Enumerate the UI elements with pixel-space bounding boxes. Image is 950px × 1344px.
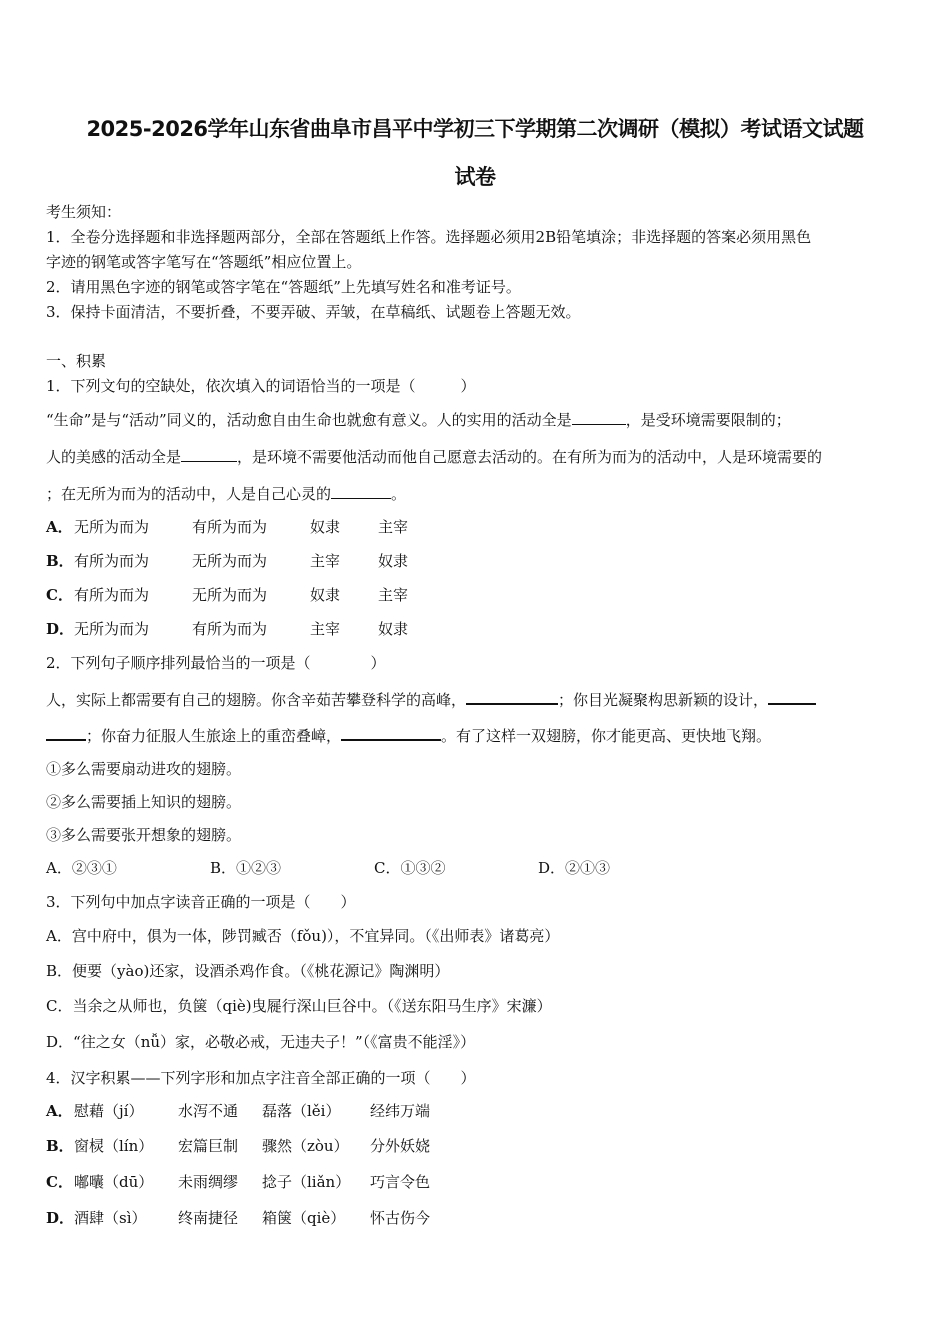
answer-blank: [331, 484, 391, 499]
question-2-sentence: ③多么需要张开想象的翅膀。: [46, 826, 242, 844]
question-1-stem: 1．下列文句的空缺处，依次填入的词语恰当的一项是（ ）: [46, 377, 476, 395]
option-row: D．无所为而为 有所为而为 主宰 奴隶: [46, 620, 409, 638]
question-2-passage-line: 人，实际上都需要有自己的翅膀。你含辛茹苦攀登科学的高峰， ；你目光凝聚构思新颖的设计，: [46, 689, 816, 710]
notice-item: 2．请用黑色字迹的钢笔或答字笔在“答题纸”上先填写姓名和准考证号。: [46, 278, 521, 296]
option-row: B．便要（yào)还家，设酒杀鸡作食。（《桃花源记》陶渊明）: [46, 962, 450, 980]
option-row: D．酒肆（sì） 终南捷径 箱箧（qiè） 怀古伤今: [46, 1209, 431, 1227]
question-1-passage-line: 人的美感的活动全是 ，是环境不需要他活动而他自己愿意去活动的。在有所为而为的活动中，人是环境需要的: [46, 448, 823, 466]
option-row: A．宫中府中，俱为一体，陟罚臧否（fǒu)），不宜异同。（《出师表》诸葛亮）: [46, 927, 560, 945]
option-row: B．窗棂（lín） 宏篇巨制 骤然（zòu） 分外妖娆: [46, 1137, 431, 1155]
notice-heading: 考生须知：: [46, 203, 122, 221]
option-row: C．当余之从师也，负箧（qiè)曳屣行深山巨谷中。（《送东阳马生序》宋濂）: [46, 997, 552, 1015]
notice-item: 3．保持卡面清洁，不要折叠，不要弄破、弄皱，在草稿纸、试题卷上答题无效。: [46, 303, 581, 321]
question-2-stem: 2．下列句子顺序排列最恰当的一项是（ ）: [46, 654, 386, 672]
page-title-continued: 试卷: [454, 165, 496, 189]
answer-blank: [572, 410, 626, 425]
question-2-sentence: ①多么需要扇动进攻的翅膀。: [46, 760, 242, 778]
option-row: C．嘟囔（dū） 未雨绸缪 捻子（liǎn） 巧言令色: [46, 1173, 431, 1191]
answer-blank: [466, 689, 558, 705]
notice-item: 1．全卷分选择题和非选择题两部分，全部在答题纸上作答。选择题必须用2B铅笔填涂；非选择题的答案必须用黑色: [46, 228, 812, 246]
question-4-stem: 4．汉字积累——下列字形和加点字注音全部正确的一项（ ）: [46, 1069, 476, 1087]
option-row: B．有所为而为 无所为而为 主宰 奴隶: [46, 552, 409, 570]
answer-blank: [341, 725, 441, 741]
option-row: A．②③① B．①②③ C．①③② D．②①③: [46, 859, 611, 877]
option-row: C．有所为而为 无所为而为 奴隶 主宰: [46, 586, 409, 604]
page-title: 2025-2026学年山东省曲阜市昌平中学初三下学期第二次调研（模拟）考试语文试题: [86, 117, 864, 141]
question-1-passage-line: ；在无所为而为的活动中，人是自己心灵的 。: [46, 485, 407, 503]
option-row: D．“往之女（nǚ）家，必敬必戒，无违夫子！”（《富贵不能淫》）: [46, 1033, 476, 1051]
answer-blank: [181, 447, 237, 462]
notice-item: 字迹的钢笔或答字笔写在“答题纸”相应位置上。: [46, 253, 362, 271]
question-3-stem: 3．下列句中加点字读音正确的一项是（ ）: [46, 893, 356, 911]
section-heading: 一、积累: [46, 352, 107, 370]
question-1-passage-line: “生命”是与“活动”同义的，活动愈自由生命也就愈有意义。人的实用的活动全是 ，是受环境需要限制的；: [46, 411, 791, 429]
question-2-sentence: ②多么需要插上知识的翅膀。: [46, 793, 242, 811]
question-2-passage-line: ；你奋力征服人生旅途上的重峦叠嶂， 。有了这样一双翅膀，你才能更高、更快地飞翔。: [46, 725, 771, 746]
option-row: A．无所为而为 有所为而为 奴隶 主宰: [46, 518, 409, 536]
option-row: A．慰藉（jí） 水泻不通 磊落（lěi） 经纬万端: [46, 1102, 431, 1120]
answer-blank: [46, 725, 86, 741]
answer-blank: [768, 689, 816, 705]
